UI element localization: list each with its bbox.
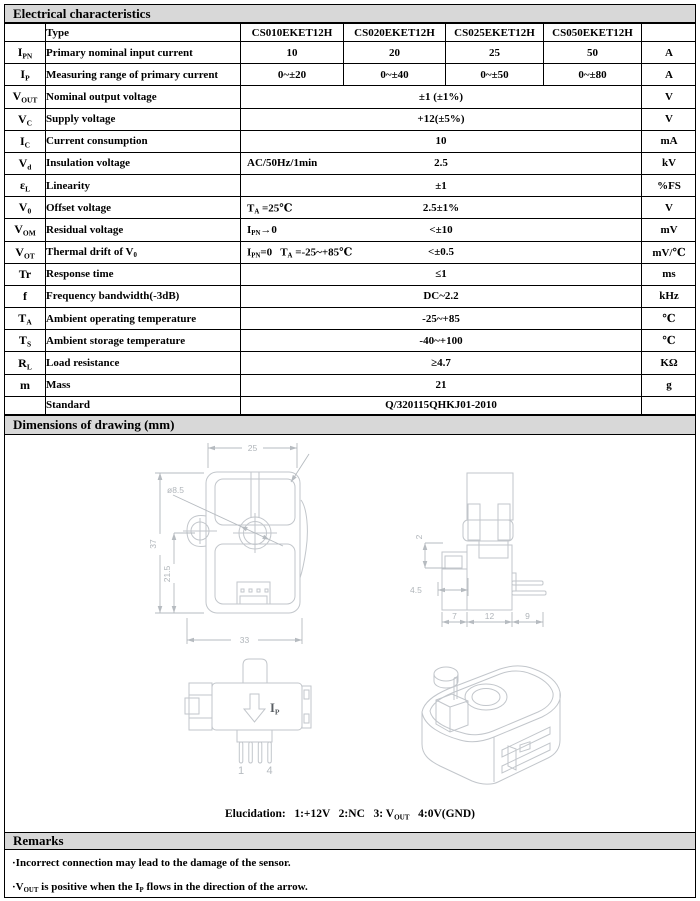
front-dim-width-top: 25 [247, 443, 258, 453]
symbol-cell [5, 24, 46, 42]
parameter-cell: Primary nominal input current [46, 42, 241, 64]
value-cell: CS020EKET12H [344, 24, 446, 42]
elucidation-text: Elucidation: 1:+12V 2:NC 3: $V_{OUT}$ 4:0V(GND) [225, 808, 475, 822]
side-dim-b: 12 [484, 611, 495, 621]
section-header-electrical [4, 4, 696, 23]
merged-value-cell [241, 175, 642, 197]
table-row [5, 330, 697, 352]
parameter-cell: Residual voltage [46, 219, 241, 241]
parameter-cell: Insulation voltage [46, 152, 241, 174]
value-cell: CS050EKET12H [544, 24, 642, 42]
value-text: 21 [435, 379, 447, 392]
side-dim-offset: 4.5 [410, 585, 422, 595]
merged-value-cell [241, 219, 642, 241]
symbol-cell: $V_C$ [5, 108, 46, 130]
char-table-body [5, 24, 697, 415]
value-cell: 0~±40 [344, 64, 446, 86]
table-row [5, 285, 697, 307]
bottom-view-drawing [160, 648, 370, 783]
symbol-cell: f [5, 285, 46, 307]
section-header-electrical-label: Electrical characteristics [13, 6, 151, 21]
primary-current-arrow-label: $I_P$ [270, 701, 280, 717]
symbol-cell: $V_{OUT}$ [5, 86, 46, 108]
symbol-cell: m [5, 374, 46, 396]
symbol-cell: $V_d$ [5, 152, 46, 174]
parameter-cell: Supply voltage [46, 108, 241, 130]
symbol-cell [5, 396, 46, 414]
front-dim-width-bottom: 33 [239, 635, 250, 645]
parameter-cell: Frequency bandwidth(-3dB) [46, 285, 241, 307]
front-dim-height: 37 [148, 539, 158, 549]
merged-value-cell [241, 197, 642, 219]
characteristics-table [4, 23, 696, 415]
value-text: ±1 (±1%) [418, 90, 464, 103]
characteristics-table-wrap [4, 23, 696, 415]
value-text: <±10 [429, 223, 453, 236]
merged-value-cell [241, 396, 642, 414]
unit-cell: ms [642, 263, 697, 285]
parameter-cell: Mass [46, 374, 241, 396]
section-header-dimensions-label: Dimensions of drawing (mm) [13, 417, 175, 432]
unit-cell: kV [642, 152, 697, 174]
parameter-cell: Current consumption [46, 130, 241, 152]
table-row [5, 396, 697, 414]
condition-text: $T_A$ =25℃ [247, 202, 293, 216]
value-cell: 0~±50 [446, 64, 544, 86]
parameter-cell: Measuring range of primary current [46, 64, 241, 86]
table-row [5, 42, 697, 64]
unit-cell: A [642, 42, 697, 64]
unit-cell: A [642, 64, 697, 86]
merged-value-cell [241, 374, 642, 396]
symbol-cell: $V_0$ [5, 197, 46, 219]
front-view-drawing [125, 438, 395, 653]
unit-cell: mA [642, 130, 697, 152]
section-header-dimensions [4, 415, 696, 435]
pin-label-4: 4 [266, 765, 273, 777]
symbol-cell: $V_{OM}$ [5, 219, 46, 241]
value-text: ≥4.7 [431, 357, 451, 369]
parameter-cell: Offset voltage [46, 197, 241, 219]
isometric-view-drawing [390, 648, 590, 788]
value-cell: 20 [344, 42, 446, 64]
condition-text: AC/50Hz/1min [247, 157, 318, 170]
parameter-cell: Linearity [46, 175, 241, 197]
remark-line-2: $\cdot V_{OUT}$ is positive when the $I_P$ flows in the direction of the arrow. [12, 881, 308, 895]
merged-value-cell [241, 241, 642, 263]
unit-cell: V [642, 86, 697, 108]
merged-value-cell [241, 152, 642, 174]
parameter-cell: Response time [46, 263, 241, 285]
table-row [5, 64, 697, 86]
table-row [5, 130, 697, 152]
section-header-remarks-label: Remarks [13, 833, 64, 848]
symbol-cell: $I_{PN}$ [5, 42, 46, 64]
unit-cell: KΩ [642, 352, 697, 374]
side-view-drawing [400, 438, 655, 643]
merged-value-cell [241, 108, 642, 130]
value-text: ±1 [435, 179, 447, 192]
value-text: +12(±5%) [417, 113, 465, 126]
parameter-cell: Thermal drift of $V_0$ [46, 241, 241, 263]
symbol-cell: $I_P$ [5, 64, 46, 86]
front-dim-inner-height: 21.5 [162, 565, 172, 583]
value-text: 2.5±1% [422, 201, 460, 214]
table-row [5, 308, 697, 330]
merged-value-cell [241, 263, 642, 285]
side-dim-a: 7 [452, 611, 457, 621]
parameter-cell: Ambient operating temperature [46, 308, 241, 330]
unit-cell: kHz [642, 285, 697, 307]
merged-value-cell [241, 330, 642, 352]
remark-line-1: ·Incorrect connection may lead to the damage of the sensor. [12, 857, 291, 869]
unit-cell: ℃ [642, 308, 697, 330]
symbol-cell: $R_L$ [5, 352, 46, 374]
value-cell: 50 [544, 42, 642, 64]
table-row [5, 152, 697, 174]
unit-cell [642, 24, 697, 42]
symbol-cell: $T_A$ [5, 308, 46, 330]
value-text: -40~+100 [419, 334, 463, 347]
table-row [5, 352, 697, 374]
table-row [5, 108, 697, 130]
value-text: 2.5 [434, 157, 448, 170]
merged-value-cell [241, 130, 642, 152]
symbol-cell: $V_{OT}$ [5, 241, 46, 263]
value-text: 10 [435, 135, 447, 148]
value-cell: 10 [241, 42, 344, 64]
value-cell: 25 [446, 42, 544, 64]
value-cell: 0~±20 [241, 64, 344, 86]
symbol-cell: Tr [5, 263, 46, 285]
unit-cell: V [642, 108, 697, 130]
unit-cell: mV [642, 219, 697, 241]
section-header-remarks [4, 832, 696, 850]
value-cell: 0~±80 [544, 64, 642, 86]
value-text: <±0.5 [427, 246, 455, 259]
table-row [5, 197, 697, 219]
parameter-cell: Load resistance [46, 352, 241, 374]
table-row [5, 86, 697, 108]
value-text: DC~2.2 [423, 290, 459, 303]
unit-cell: mV/℃ [642, 241, 697, 263]
unit-cell: ℃ [642, 330, 697, 352]
parameter-cell: Nominal output voltage [46, 86, 241, 108]
value-cell: CS010EKET12H [241, 24, 344, 42]
merged-value-cell [241, 285, 642, 307]
condition-text: $I_{PN}\to 0$ [247, 223, 277, 238]
parameter-cell: Ambient storage temperature [46, 330, 241, 352]
table-row [5, 175, 697, 197]
symbol-cell: $I_C$ [5, 130, 46, 152]
parameter-cell: Standard [46, 396, 241, 414]
parameter-cell: Type [46, 24, 241, 42]
unit-cell: %FS [642, 175, 697, 197]
value-text: ≤1 [435, 268, 447, 281]
table-row [5, 263, 697, 285]
condition-text: $I_{PN}=0$ $T_A$ =-25~+85℃ [247, 246, 353, 260]
symbol-cell: $T_S$ [5, 330, 46, 352]
front-dim-hole: ø8.5 [167, 485, 185, 495]
value-text: -25~+85 [422, 312, 460, 325]
value-cell: CS025EKET12H [446, 24, 544, 42]
unit-cell: g [642, 374, 697, 396]
table-row [5, 374, 697, 396]
merged-value-cell [241, 352, 642, 374]
value-text: Q/320115QHKJ01-2010 [385, 399, 497, 412]
unit-cell [642, 396, 697, 414]
side-dim-pin-thickness: 2 [414, 534, 424, 540]
symbol-cell: $\varepsilon_L$ [5, 175, 46, 197]
merged-value-cell [241, 308, 642, 330]
side-dim-c: 9 [525, 611, 530, 621]
merged-value-cell [241, 86, 642, 108]
table-row [5, 24, 697, 42]
table-row [5, 219, 697, 241]
table-row [5, 241, 697, 263]
pin-label-1: 1 [237, 765, 245, 777]
unit-cell: V [642, 197, 697, 219]
